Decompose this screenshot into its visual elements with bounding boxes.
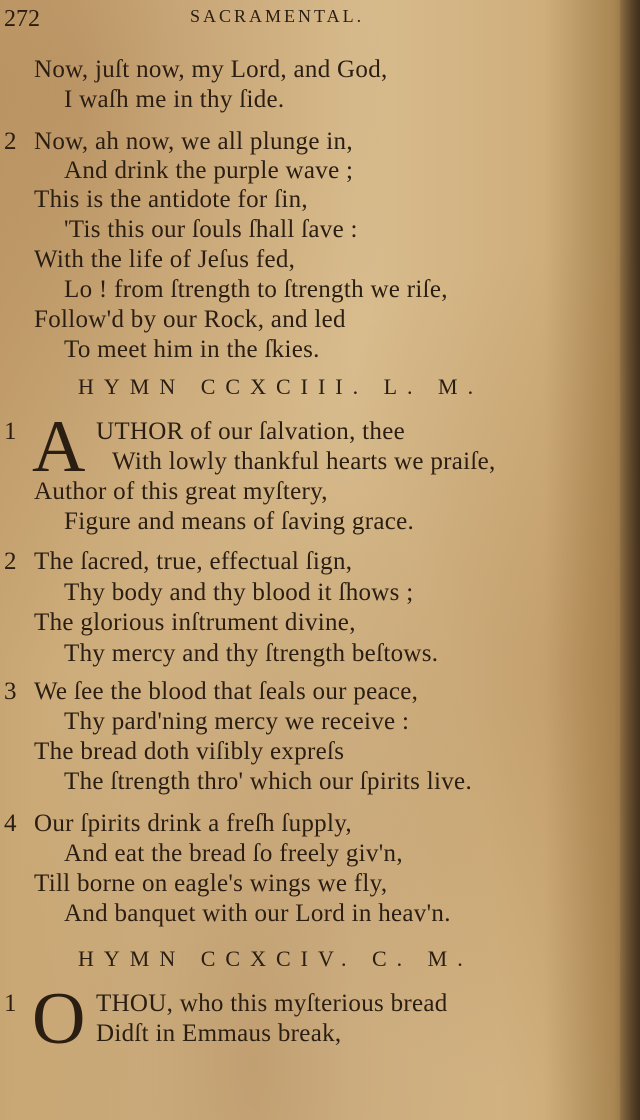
verse-line: The bread doth viſibly expreſs (34, 738, 345, 765)
verse-number: 1 (4, 990, 17, 1017)
drop-cap: O (32, 978, 86, 1060)
verse-line: Didſt in Emmaus break, (96, 1020, 342, 1047)
verse-number: 3 (4, 678, 17, 705)
verse-line: The ſtrength thro' which our ſpirits live. (64, 768, 472, 795)
page-header (0, 0, 640, 40)
verse-line: Figure and means of ſaving grace. (64, 508, 415, 535)
verse-line: And drink the purple wave ; (64, 157, 354, 184)
verse-line: With the life of Jeſus fed, (34, 246, 296, 273)
verse-line: Our ſpirits drink a freſh ſupply, (34, 810, 352, 837)
verse-line: Till borne on eagle's wings we fly, (34, 870, 388, 897)
verse-line: And banquet with our Lord in heav'n. (64, 900, 451, 927)
verse-line: UTHOR of our ſalvation, thee (96, 418, 406, 445)
verse-line: And eat the bread ſo freely giv'n, (64, 840, 403, 867)
verse-line: The glorious inſtrument divine, (34, 609, 356, 636)
verse-line: The ſacred, true, effectual ſign, (34, 548, 353, 575)
verse-line: This is the antidote for ſin, (34, 186, 308, 213)
running-title: SACRAMENTAL. (190, 6, 365, 26)
verse-line: THOU, who this myſterious bread (96, 990, 448, 1017)
page-gutter-shadow (620, 0, 640, 1120)
verse-line: Thy mercy and thy ſtrength beſtows. (64, 640, 439, 667)
verse-line: Lo ! from ſtrength to ſtrength we riſe, (64, 276, 448, 303)
verse-line: We ſee the blood that ſeals our peace, (34, 678, 419, 705)
verse-line: 'Tis this our ſouls ſhall ſave : (64, 216, 358, 243)
verse-line: Now, juſt now, my Lord, and God, (34, 56, 388, 83)
verse-line: Now, ah now, we all plunge in, (34, 128, 353, 155)
verse-number: 2 (4, 548, 17, 575)
hymn-heading: HYMN CCXCIII. L. M. (78, 374, 484, 399)
verse-number: 4 (4, 810, 17, 837)
hymn-heading: HYMN CCXCIV. C. M. (78, 946, 473, 971)
verse-line: To meet him in the ſkies. (64, 336, 320, 363)
verse-line: Author of this great myſtery, (34, 478, 328, 505)
verse-line: With lowly thankful hearts we praiſe, (112, 448, 496, 475)
verse-line: Thy pard'ning mercy we receive : (64, 708, 410, 735)
verse-line: Follow'd by our Rock, and led (34, 306, 346, 333)
page-number: 272 (4, 6, 40, 32)
verse-number: 2 (4, 128, 17, 155)
drop-cap: A (32, 406, 86, 488)
verse-line: I waſh me in thy ſide. (64, 86, 285, 113)
verse-line: Thy body and thy blood it ſhows ; (64, 579, 414, 606)
verse-number: 1 (4, 418, 17, 445)
